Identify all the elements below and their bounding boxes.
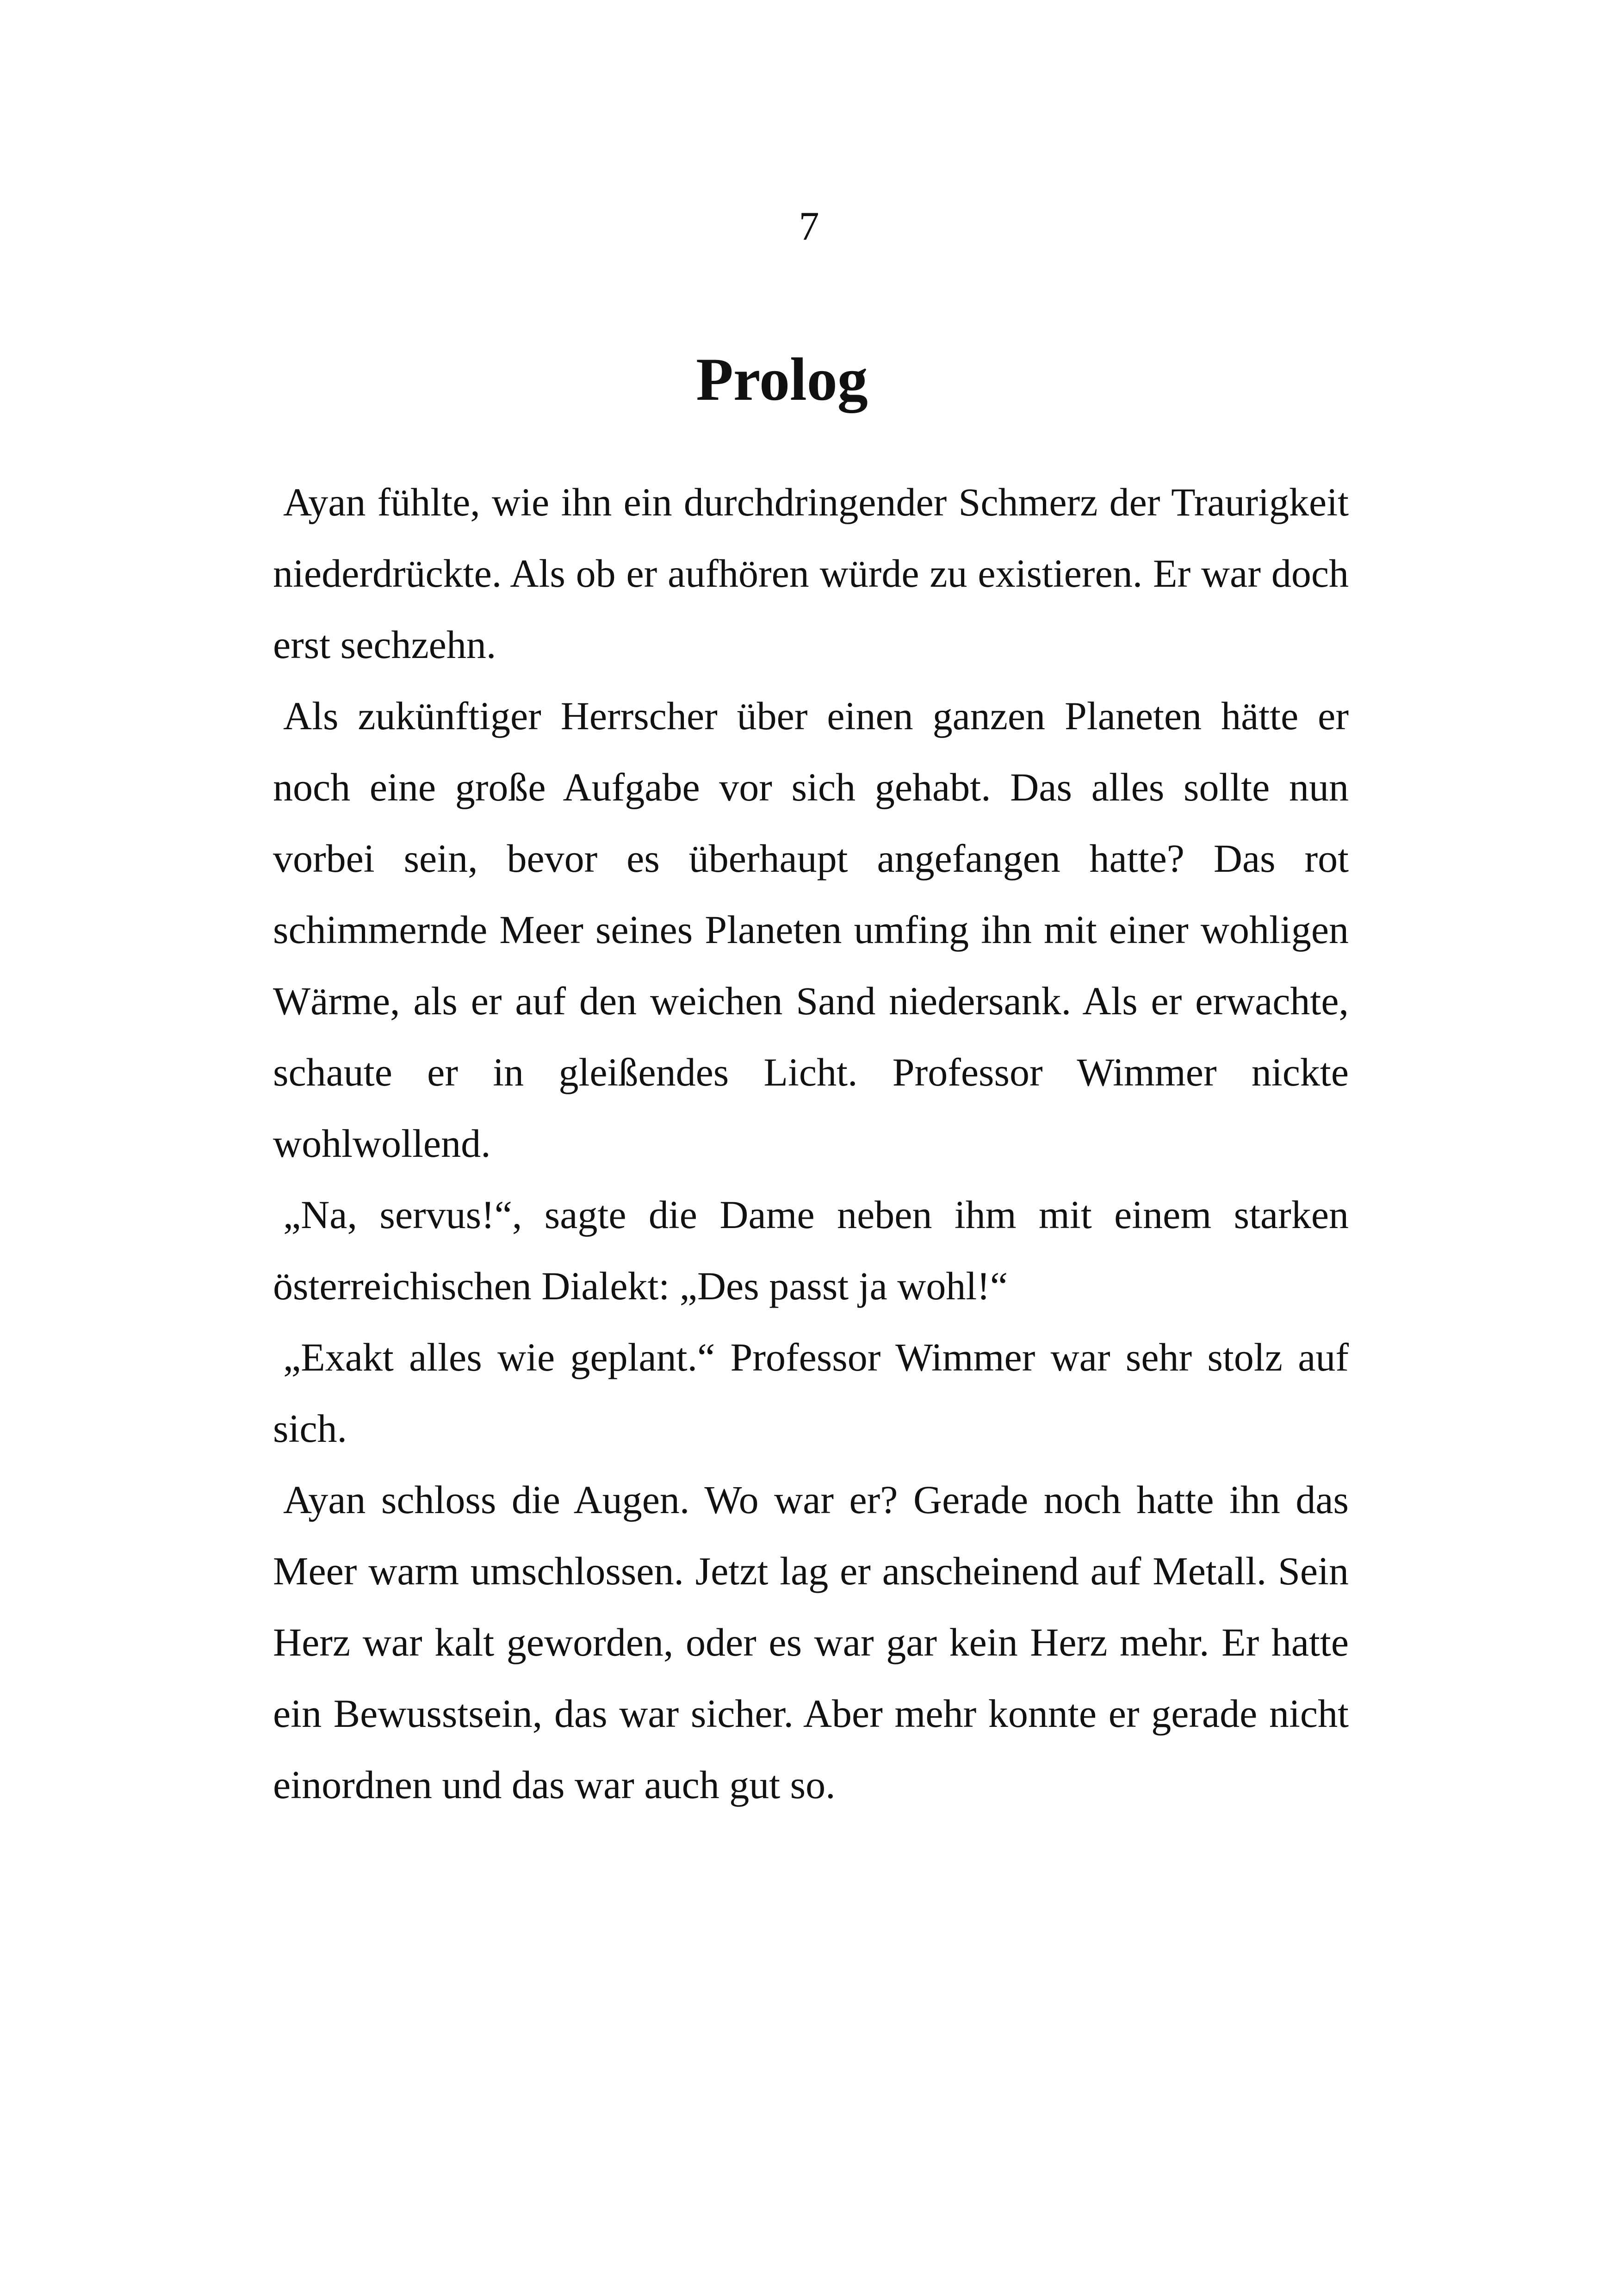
- chapter-title: Prolog: [696, 345, 868, 413]
- chapter-body: [273, 466, 1349, 1820]
- paragraph: „Na, servus!“, sagte die Dame neben ihm mit einem starken österreichischen Dialekt: „Des passt ja wohl!“: [273, 1192, 1349, 1308]
- page-number: 7: [799, 204, 819, 249]
- paragraph: Ayan fühlte, wie ihn ein durchdringender Schmerz der Traurigkeit niederdrückte. Als ob er aufhören würde zu existieren. Er war doch erst sechzehn.: [273, 480, 1349, 667]
- paragraph: Als zukünftiger Herrscher über einen ganzen Planeten hätte er noch eine große Aufgabe vor sich gehabt. Das alles sollte nun vorbei sein, bevor es überhaupt angefangen hatte? Das rot schimmernde Meer seines Planeten umfing ihn mit einer wohligen Wärme, als er auf den weichen Sand niedersank. Als er erwachte, schaute er in gleißendes Licht. Professor Wimmer nickte wohlwollend.: [273, 694, 1349, 1166]
- paragraph: Ayan schloss die Augen. Wo war er? Gerade noch hatte ihn das Meer warm umschlossen. Jetzt lag er anscheinend auf Metall. Sein Herz war kalt geworden, oder es war gar kein Herz mehr. Er hatte ein Bewusstsein, das war sicher. Aber mehr konnte er gerade nicht einordnen und das war auch gut so.: [273, 1477, 1349, 1807]
- paragraph: „Exakt alles wie geplant.“ Professor Wimmer war sehr stolz auf sich.: [273, 1335, 1349, 1451]
